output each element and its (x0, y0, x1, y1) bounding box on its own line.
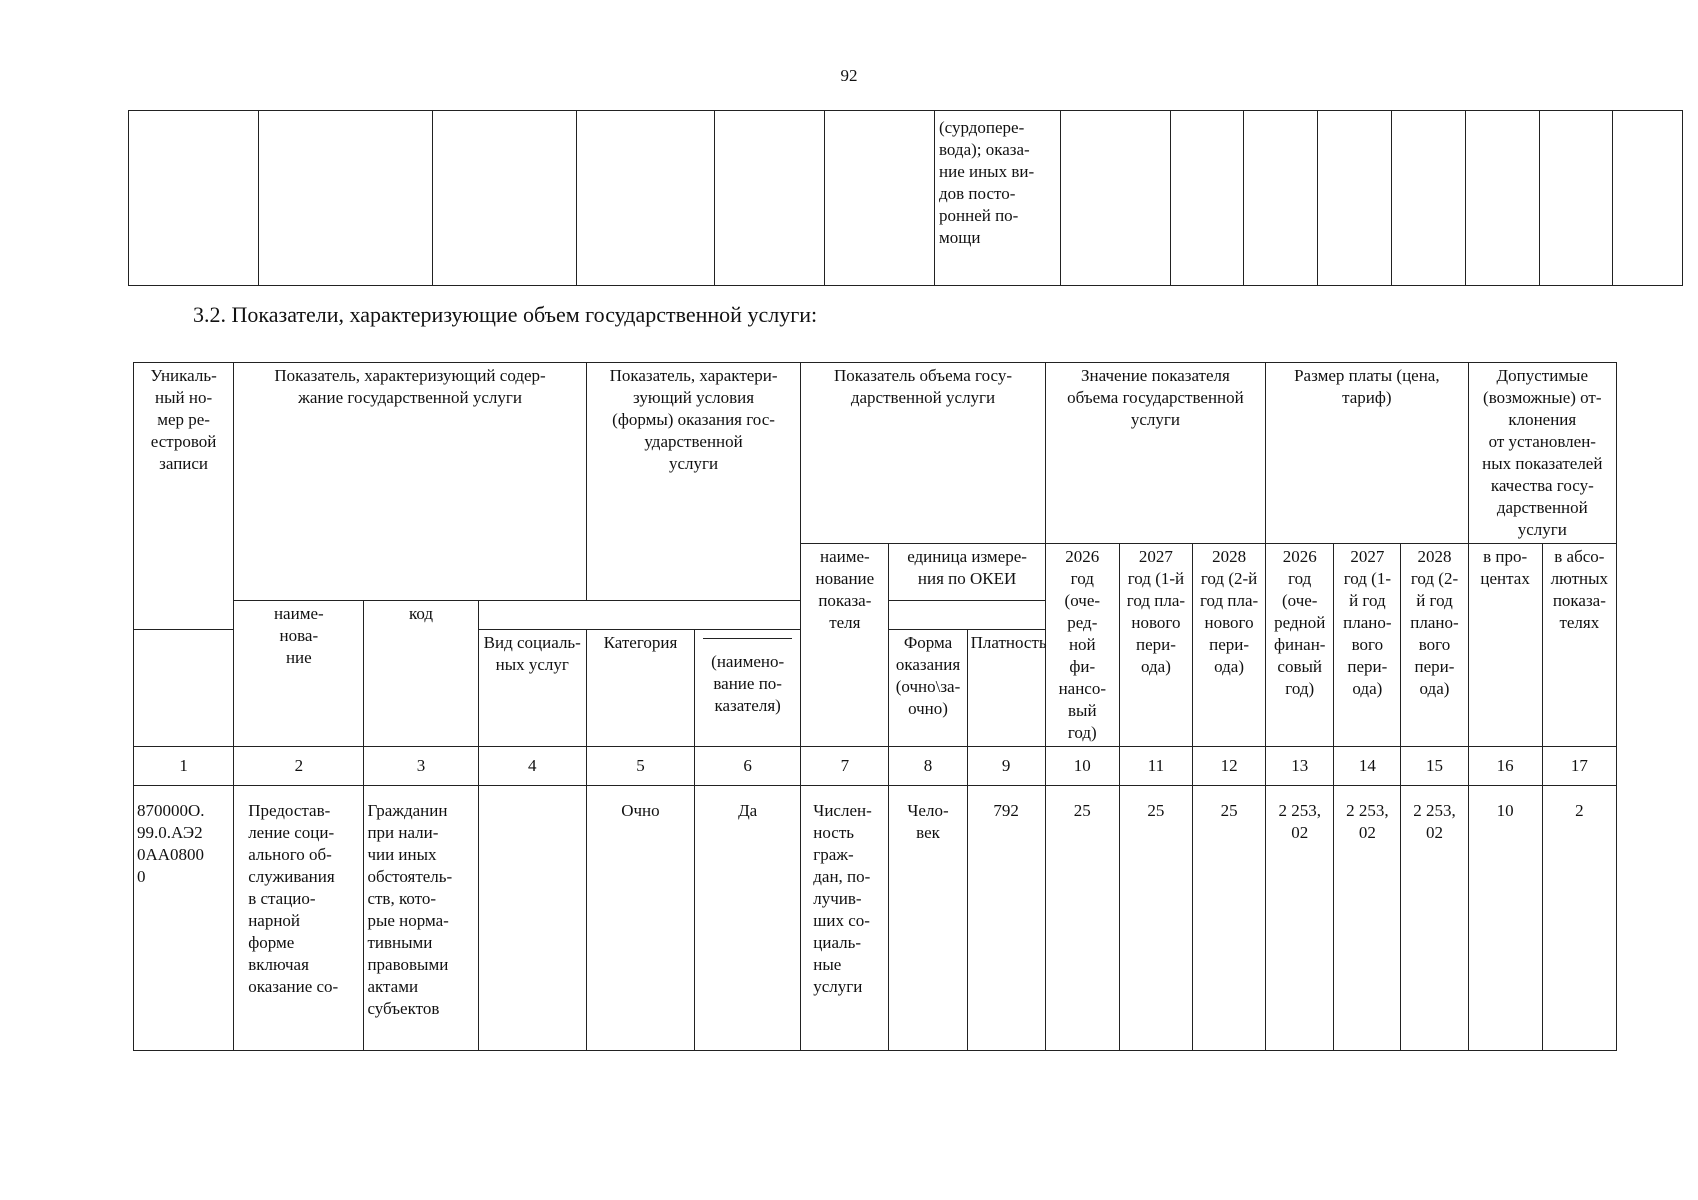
cell-line: 0АА0800 (137, 845, 205, 864)
header-line: вый (1068, 701, 1097, 720)
header-line: й год (1416, 591, 1453, 610)
header-line: Показатель, характери- (609, 366, 778, 385)
header-line: (возможные) от- (1483, 388, 1602, 407)
cell-line: Числен- (813, 801, 872, 820)
cell-form: Очно (586, 786, 694, 1051)
header-payment: Платность (967, 630, 1045, 747)
header-line: ных услуг (495, 655, 569, 674)
cell-line: 2 253, (1346, 801, 1389, 820)
cell-line: век (916, 823, 940, 842)
column-number: 15 (1401, 747, 1468, 786)
header-unit-code: код (364, 601, 478, 747)
cell-line: нарной (248, 911, 301, 930)
header-vol-2028 (1193, 544, 1266, 747)
header-line: записи (159, 454, 209, 473)
header-line: год (1-й (1127, 569, 1185, 588)
header-volume-indicator (801, 363, 1045, 544)
cell-fee-2026 (1266, 786, 1334, 1051)
header-line: зующий условия (633, 388, 755, 407)
header-fee-2027 (1334, 544, 1401, 747)
column-number: 10 (1045, 747, 1119, 786)
blank-underline (703, 638, 792, 649)
column-number: 14 (1334, 747, 1401, 786)
header-line: теля (829, 613, 861, 632)
cell-indicator (801, 786, 889, 1051)
cell-line: дов посто- (939, 184, 1016, 203)
cell-line: служивания (248, 867, 335, 886)
cell-line: 02 (1291, 823, 1309, 842)
header-line: ние (285, 648, 312, 667)
header-line: год (2-й (1200, 569, 1258, 588)
column-number: 3 (364, 747, 478, 786)
cell-line: правовыми (367, 955, 449, 974)
column-number: 2 (234, 747, 364, 786)
header-unit-name (234, 601, 364, 747)
header-line: центах (1480, 569, 1530, 588)
cell-line: Гражданин (367, 801, 448, 820)
cell-unit-code: 792 (967, 786, 1045, 1051)
cell-line: ального об- (248, 845, 332, 864)
header-line: вого (1351, 635, 1384, 654)
cell-line: ние иных ви- (939, 162, 1035, 181)
column-number: 12 (1193, 747, 1266, 786)
header-line: год) (1067, 723, 1097, 742)
column-number: 17 (1542, 747, 1616, 786)
cont-cell-empty (1318, 111, 1392, 286)
header-line: 2026 (1282, 547, 1317, 566)
header-line: очно) (908, 699, 948, 718)
column-number: 1 (134, 747, 234, 786)
header-line: Форма (903, 633, 953, 652)
column-number: 5 (586, 747, 694, 786)
header-vol-2026 (1045, 544, 1119, 747)
header-line: услуги (1517, 520, 1567, 539)
cell-unit-name (889, 786, 967, 1051)
header-line: телях (1559, 613, 1600, 632)
header-line: естровой (150, 432, 217, 451)
cell-line: ств, кото- (367, 889, 436, 908)
cell-line: субъектов (367, 999, 440, 1018)
header-line: год (1288, 569, 1312, 588)
cell-fee-2027 (1334, 786, 1401, 1051)
column-number: 8 (889, 747, 967, 786)
header-line: от установлен- (1488, 432, 1596, 451)
cont-cell-empty (1392, 111, 1466, 286)
header-form (889, 630, 967, 747)
header-conditions-group (586, 363, 800, 601)
cell-line: услуги (813, 977, 863, 996)
header-line: год (1- (1343, 569, 1391, 588)
cell-line: ронней по- (939, 206, 1019, 225)
cell-line: лучив- (813, 889, 862, 908)
header-name-placeholder (695, 630, 801, 747)
header-line: Значение показателя (1081, 366, 1230, 385)
header-unit-okei (889, 544, 1045, 601)
cell-line: граж- (813, 845, 854, 864)
header-line: 2028 (1212, 547, 1247, 566)
header-line: показа- (818, 591, 872, 610)
header-line: й год (1349, 591, 1386, 610)
header-line: Допустимые (1496, 366, 1589, 385)
header-line: финан- (1273, 635, 1326, 654)
header-line: Размер платы (цена, (1294, 366, 1440, 385)
column-number: 4 (478, 747, 586, 786)
cell-vol-2027: 25 (1119, 786, 1192, 1051)
cell-line: 2 253, (1278, 801, 1321, 820)
header-spacer (134, 630, 234, 747)
header-line: нансо- (1058, 679, 1107, 698)
header-line: жание государственной услуги (298, 388, 522, 407)
header-line: в абсо- (1554, 547, 1605, 566)
cell-fee-2028 (1401, 786, 1468, 1051)
header-line: пери- (1414, 657, 1455, 676)
header-line: год) (1285, 679, 1315, 698)
header-line: лютных (1550, 569, 1609, 588)
cell-line: циаль- (813, 933, 862, 952)
header-deviations (1468, 363, 1616, 544)
cont-cell-empty (259, 111, 433, 286)
header-content-group (234, 363, 587, 601)
cell-line: Чело- (907, 801, 949, 820)
cont-cell-empty (129, 111, 259, 286)
cont-cell-empty (1540, 111, 1613, 286)
cell-line: 02 (1425, 823, 1443, 842)
cell-line: вода); оказа- (939, 140, 1030, 159)
cell-line: актами (367, 977, 419, 996)
header-line: нового (1131, 613, 1181, 632)
header-line: Вид социаль- (483, 633, 581, 652)
cont-cell-empty (1466, 111, 1540, 286)
header-line: нование (815, 569, 875, 588)
cell-payment: Да (695, 786, 801, 1051)
cont-cell-empty (577, 111, 715, 286)
column-numbers-row (134, 747, 1617, 786)
header-line: ода) (1140, 657, 1171, 676)
header-service-type (478, 630, 586, 747)
cell-line: 2 253, (1413, 801, 1456, 820)
column-number: 16 (1468, 747, 1542, 786)
cell-category (364, 786, 478, 1051)
cont-cell-empty (825, 111, 935, 286)
header-unique-number (134, 363, 234, 630)
header-line: наиме- (273, 604, 324, 623)
cont-cell-text (935, 111, 1061, 286)
cell-line: тивными (367, 933, 433, 952)
header-line: (наимено- (711, 652, 785, 671)
volume-indicators-table (133, 362, 1617, 1051)
header-line: год (1070, 569, 1094, 588)
header-line: Показатель объема госу- (833, 366, 1013, 385)
column-number: 11 (1119, 747, 1192, 786)
header-in-percent (1468, 544, 1542, 747)
cell-line: ные (813, 955, 842, 974)
header-line: 2026 (1065, 547, 1100, 566)
header-fee-2026 (1266, 544, 1334, 747)
header-line: дарственной (1496, 498, 1588, 517)
section-heading: 3.2. Показатели, характеризующие объем государственной услуги: (193, 302, 818, 327)
header-line: (оче- (1064, 591, 1101, 610)
header-line: совый (1277, 657, 1323, 676)
header-line: качества госу- (1490, 476, 1594, 495)
header-line: клонения (1508, 410, 1577, 429)
header-line: наиме- (819, 547, 870, 566)
cell-line: чии иных (367, 845, 437, 864)
column-number: 13 (1266, 747, 1334, 786)
table-row (134, 786, 1617, 1051)
cont-cell-empty (1613, 111, 1683, 286)
page-number: 92 (840, 66, 858, 85)
cell-line: Предостав- (248, 801, 331, 820)
header-fee-size (1266, 363, 1468, 544)
header-line: ода) (1214, 657, 1245, 676)
header-line: фи- (1069, 657, 1096, 676)
header-line: ред- (1067, 613, 1098, 632)
cell-vol-2028: 25 (1193, 786, 1266, 1051)
cont-cell-empty (1061, 111, 1171, 286)
header-line: 2027 (1138, 547, 1173, 566)
cell-line: в стацио- (248, 889, 316, 908)
header-line: вание по- (713, 674, 782, 693)
cont-cell-empty (1171, 111, 1244, 286)
header-line: в про- (1483, 547, 1528, 566)
cell-line: рые норма- (367, 911, 449, 930)
header-line: объема государственной (1067, 388, 1244, 407)
header-line: пери- (1209, 635, 1250, 654)
header-category: Категория (586, 630, 694, 747)
header-line: оказания (895, 655, 961, 674)
header-line: единица измере- (907, 547, 1027, 566)
cell-line: ность (813, 823, 855, 842)
cell-line: ших со- (813, 911, 870, 930)
header-line: тариф) (1342, 388, 1392, 407)
cont-cell-empty (1244, 111, 1318, 286)
cell-line: дан, по- (813, 867, 871, 886)
cell-line: ление соци- (248, 823, 335, 842)
header-line: ный но- (155, 388, 213, 407)
header-line: редной (1274, 613, 1326, 632)
header-line: мер ре- (157, 410, 210, 429)
cell-line: (сурдопере- (939, 118, 1025, 137)
header-line: показа- (1552, 591, 1606, 610)
header-line: плано- (1343, 613, 1392, 632)
cell-line: форме (248, 933, 295, 952)
header-line: услуги (1130, 410, 1180, 429)
header-line: год пла- (1199, 591, 1259, 610)
header-line: ударственной (644, 432, 743, 451)
header-line: Показатель, характеризующий содер- (274, 366, 546, 385)
header-vol-2027 (1119, 544, 1192, 747)
header-line: ния по ОКЕИ (917, 569, 1017, 588)
cell-line: 02 (1358, 823, 1376, 842)
header-in-absolute (1542, 544, 1616, 747)
header-line: казателя) (714, 696, 781, 715)
column-number: 7 (801, 747, 889, 786)
cell-registry-number (134, 786, 234, 1051)
header-line: пери- (1135, 635, 1176, 654)
cont-cell-empty (715, 111, 825, 286)
header-line: (очно\за- (895, 677, 961, 696)
cell-percent: 10 (1468, 786, 1542, 1051)
cell-line: 0 (137, 867, 146, 886)
cell-line: мощи (939, 228, 981, 247)
header-line: Уникаль- (150, 366, 217, 385)
header-line: год (2- (1410, 569, 1459, 588)
cell-vol-2026: 25 (1045, 786, 1119, 1051)
header-line: вого (1418, 635, 1451, 654)
header-line: нового (1204, 613, 1254, 632)
cell-absolute: 2 (1542, 786, 1616, 1051)
cell-line: оказание со- (248, 977, 339, 996)
cell-line: обстоятель- (367, 867, 453, 886)
header-line: плано- (1410, 613, 1459, 632)
column-number: 9 (967, 747, 1045, 786)
header-line: нова- (279, 626, 319, 645)
continuation-table (128, 110, 1683, 286)
column-number: 6 (695, 747, 801, 786)
header-volume-value (1045, 363, 1265, 544)
cont-cell-empty (433, 111, 577, 286)
header-indicator-name (801, 544, 889, 747)
header-line: ных показателей (1482, 454, 1603, 473)
header-line: пери- (1347, 657, 1388, 676)
header-line: год пла- (1126, 591, 1186, 610)
header-line: 2028 (1417, 547, 1452, 566)
cell-service-type (234, 786, 364, 1051)
header-line: дарственной услуги (850, 388, 996, 407)
cell-line: включая (248, 955, 309, 974)
header-line: 2027 (1350, 547, 1385, 566)
cell-line: при нали- (367, 823, 439, 842)
header-line: ной (1068, 635, 1096, 654)
header-line: услуги (669, 454, 719, 473)
header-fee-2028 (1401, 544, 1468, 747)
cell-line: 99.0.АЭ2 (137, 823, 203, 842)
cell-line: 870000О. (137, 801, 205, 820)
cell-indicator-name-empty (478, 786, 586, 1051)
header-line: ода) (1352, 679, 1383, 698)
header-line: ода) (1419, 679, 1450, 698)
header-line: (оче- (1281, 591, 1318, 610)
header-line: (формы) оказания гос- (612, 410, 775, 429)
